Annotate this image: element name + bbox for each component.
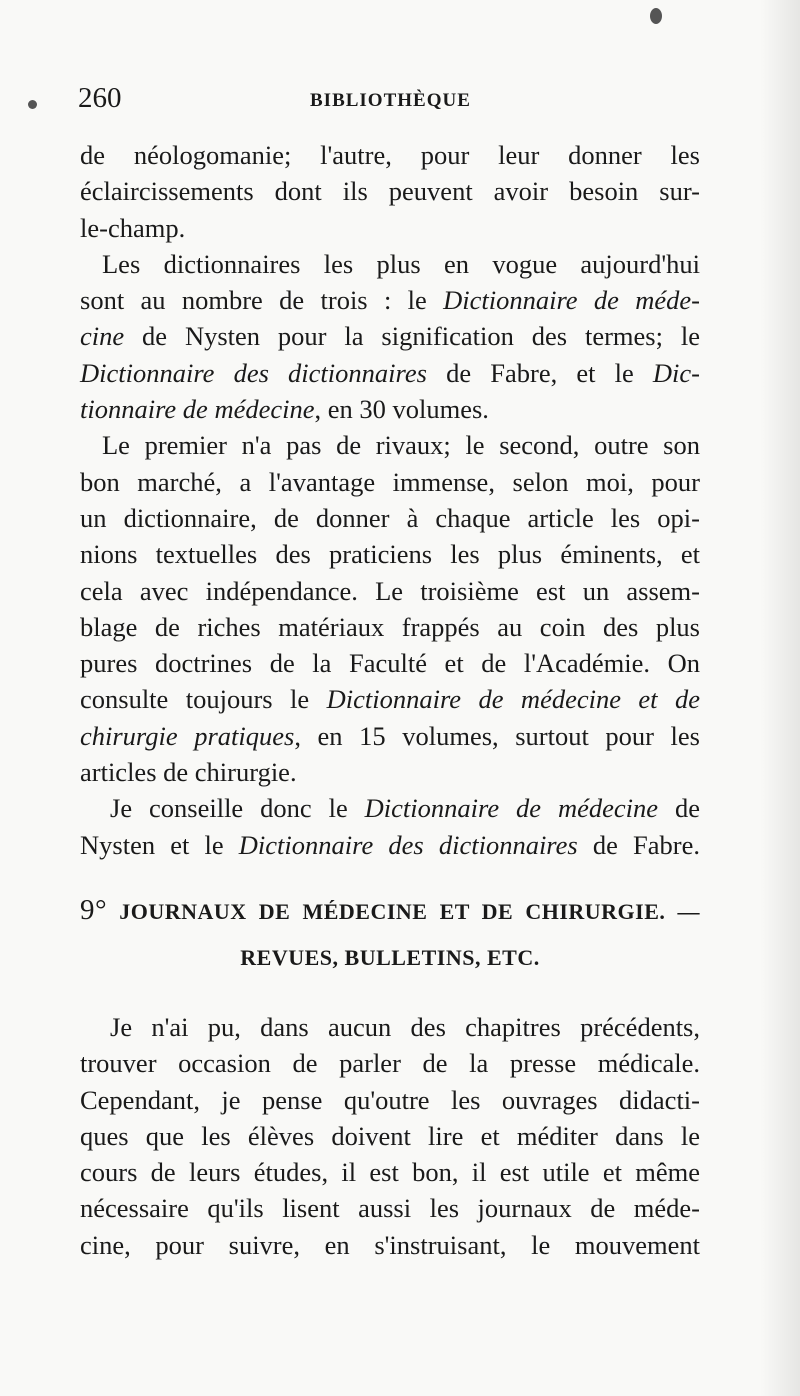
italic-title: Dictionnaire de médecine	[364, 793, 659, 824]
text-line: chirurgie pratiques, en 15 volumes, surtout pour les	[80, 720, 700, 751]
text-line: Les dictionnaires les plus en vogue aujourd'hui	[102, 248, 700, 279]
text-line: bon marché, a l'avantage immense, selon moi, pour	[80, 466, 700, 497]
text-line: nions textuelles des praticiens les plus éminents, et	[80, 539, 700, 570]
section-number: 9°	[80, 894, 108, 926]
text-line: consulte toujours le Dictionnaire de médecine et de	[80, 684, 700, 715]
text-line: blage de riches matériaux frappés au coin des plus	[80, 611, 700, 642]
text-line: Le premier n'a pas de rivaux; le second, outre son	[102, 430, 700, 461]
italic-title: cine	[80, 321, 125, 352]
text-line: cela avec indépendance. Le troisième est un assem-	[80, 575, 700, 606]
text-line: le-champ.	[80, 212, 186, 243]
text-line: trouver occasion de parler de la presse médicale.	[80, 1048, 700, 1079]
section-heading	[80, 886, 700, 982]
page-edge-shadow	[760, 0, 800, 1396]
text-line: Je n'ai pu, dans aucun des chapitres précédents,	[110, 1012, 700, 1042]
section-heading-line: REVUES, BULLETINS, ETC.	[240, 945, 540, 970]
text-line: tionnaire de médecine, en 30 volumes.	[80, 394, 489, 425]
italic-title: Dictionnaire de médecine et de	[326, 684, 700, 715]
running-head: BIBLIOTHÈQUE	[310, 90, 471, 111]
page-number: 260	[78, 82, 122, 114]
text-line: cine, pour suivre, en s'instruisant, le mouvement	[80, 1229, 700, 1260]
body-text-upper	[80, 137, 700, 863]
text-line: ques que les élèves doivent lire et méditer dans le	[80, 1120, 700, 1151]
body-text-lower	[80, 1009, 700, 1263]
italic-title: Dictionnaire des dictionnaires	[238, 829, 578, 860]
text-line: Dictionnaire des dictionnaires de Fabre, et le Dic-	[80, 357, 700, 388]
text-line: un dictionnaire, de donner à chaque article les opi-	[80, 502, 700, 533]
text-line: Nysten et le Dictionnaire des dictionnaires de Fabre.	[80, 829, 700, 860]
italic-title: chirurgie pratiques	[80, 720, 295, 751]
text-line: cours de leurs études, il est bon, il est utile et même	[80, 1157, 700, 1188]
text-line: sont au nombre de trois : le Dictionnaire de méde-	[80, 285, 700, 316]
text-line: articles de chirurgie.	[80, 757, 297, 788]
ink-speck	[28, 100, 37, 109]
text-line: Cependant, je pense qu'outre les ouvrages didacti-	[80, 1084, 700, 1115]
section-heading-line: 9° JOURNAUX DE MÉDECINE ET DE CHIRURGIE. —	[80, 894, 700, 926]
italic-title: tionnaire de médecine	[80, 394, 315, 425]
ink-speck	[650, 8, 662, 24]
text-line: cine de Nysten pour la signification des termes; le	[80, 321, 700, 352]
italic-title: Dic-	[652, 357, 700, 388]
text-line: Je conseille donc le Dictionnaire de médecine de	[110, 793, 700, 824]
italic-title: Dictionnaire de méde-	[443, 285, 700, 316]
text-line: nécessaire qu'ils lisent aussi les journaux de méde-	[80, 1193, 700, 1224]
text-line: pures doctrines de la Faculté et de l'Académie. On	[80, 648, 700, 679]
italic-title: Dictionnaire des dictionnaires	[80, 357, 427, 388]
page-header	[78, 82, 708, 122]
text-line: de néologomanie; l'autre, pour leur donner les	[80, 140, 700, 170]
text-line: éclaircissements dont ils peuvent avoir besoin sur-	[80, 176, 700, 207]
